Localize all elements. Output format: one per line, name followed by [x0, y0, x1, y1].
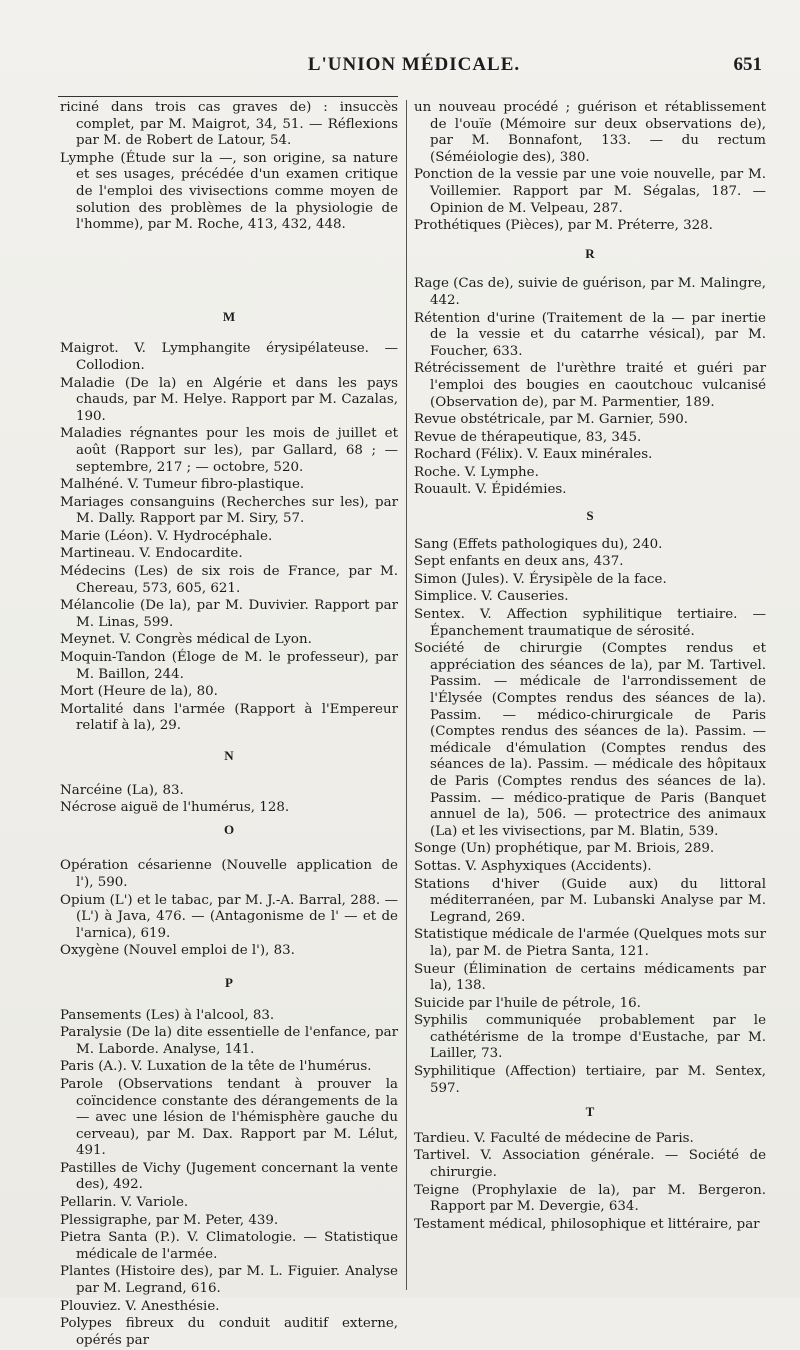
- index-entry: Société de chirurgie (Comptes rendus et appréciation des séances de la), par M. Tartivel. Passim. — médicale de l'arrondissement de l'Élysée (Comptes rendus des séances de la). Passim. — médico-chirurgicale de Paris (Comptes rendus des séances de la). Passim. — médicale d'émulation (Comptes rendus des séances de la). Passim. — médicale des hôpitaux de Paris (Comptes rendus des séances de la). Passim. — médico-pratique de Paris (Banquet annuel de la), 506. — protectrice des animaux (La) et les vivisections, par M. Blatin, 539.: [414, 641, 766, 839]
- section-letter-t: T: [585, 1104, 595, 1120]
- index-entry: Suicide par l'huile de pétrole, 16.: [414, 995, 641, 1011]
- index-entry: Plantes (Histoire des), par M. L. Figuier. Analyse par M. Legrand, 616.: [60, 1264, 398, 1297]
- index-entry: Pastilles de Vichy (Jugement concernant la vente des), 492.: [60, 1160, 398, 1193]
- index-entry: Songe (Un) prophétique, par M. Briois, 289.: [414, 841, 715, 857]
- index-entry: un nouveau procédé ; guérison et rétablissement de l'ouïe (Mémoire sur deux observations de), par M. Bonnafont, 133. — du rectum (Séméiologie des), 380.: [414, 100, 766, 165]
- index-entry: Revue obstétricale, par M. Garnier, 590.: [414, 412, 689, 428]
- index-entry: Syphilitique (Affection) tertiaire, par M. Sentex, 597.: [414, 1064, 766, 1096]
- page-number: 651: [733, 54, 762, 75]
- index-entry: Sentex. V. Affection syphilitique tertiaire. — Épanchement traumatique de sérosité.: [414, 607, 766, 639]
- index-entry: Polypes fibreux du conduit auditif externe, opérés par: [60, 1316, 398, 1348]
- running-header: [58, 54, 770, 80]
- index-entry: Plouviez. V. Anesthésie.: [60, 1298, 220, 1314]
- index-entry: Moquin-Tandon (Éloge de M. le professeur), par M. Baillon, 244.: [60, 650, 398, 682]
- index-entry: Revue de thérapeutique, 83, 345.: [414, 429, 642, 445]
- index-entry: Rétention d'urine (Traitement de la — par inertie de la vessie et du catarrhe vésical), par M. Foucher, 633.: [414, 310, 766, 359]
- index-entry: Simplice. V. Causeries.: [414, 589, 569, 605]
- index-entry: Prothétiques (Pièces), par M. Préterre, 328.: [414, 218, 713, 234]
- index-entry: Mélancolie (De la), par M. Duvivier. Rapport par M. Linas, 599.: [60, 598, 398, 630]
- index-entry: Meynet. V. Congrès médical de Lyon.: [60, 632, 312, 648]
- index-entry: Sueur (Élimination de certains médicaments par la), 138.: [414, 961, 766, 994]
- index-entry: Rouault. V. Épidémies.: [414, 482, 567, 498]
- index-entry: Médecins (Les) de six rois de France, par M. Chereau, 573, 605, 621.: [60, 564, 398, 596]
- index-entry: Narcéine (La), 83.: [60, 782, 184, 798]
- journal-title: L'UNION MÉDICALE.: [307, 54, 521, 75]
- index-entry: Martineau. V. Endocardite.: [60, 546, 243, 562]
- index-entry: Sept enfants en deux ans, 437.: [414, 554, 624, 570]
- index-entry: Oxygène (Nouvel emploi de l'), 83.: [60, 943, 295, 959]
- section-letter-o: O: [223, 821, 235, 837]
- right-column: [414, 100, 766, 1234]
- index-entry: Rochard (Félix). V. Eaux minérales.: [414, 447, 653, 463]
- index-entry: riciné dans trois cas graves de) : insuccès complet, par M. Maigrot, 34, 51. — Réflexions par M. de Robert de Latour, 54.: [60, 100, 398, 149]
- section-letter-p: P: [225, 974, 233, 990]
- index-entry: Maladie (De la) en Algérie et dans les pays chauds, par M. Helye. Rapport par M. Cazalas, 190.: [60, 375, 398, 424]
- index-entry: Maladies régnantes pour les mois de juillet et août (Rapport sur les), par Gallard, 68 ; — septembre, 217 ; — octobre, 520.: [60, 426, 398, 475]
- index-section-p: [60, 1008, 398, 1350]
- index-entry: Tardieu. V. Faculté de médecine de Paris.: [414, 1130, 694, 1146]
- index-section-l-continued: [60, 100, 398, 234]
- index-section-t: [414, 1131, 766, 1234]
- index-section-o: [60, 858, 398, 960]
- index-entry: Rétrécissement de l'urèthre traité et guéri par l'emploi des bougies en caoutchouc vulcanisé (Observation de), par M. Parmentier, 189.: [414, 361, 766, 410]
- index-entry: Mort (Heure de la), 80.: [60, 684, 218, 700]
- index-section-r: [414, 276, 766, 499]
- index-entry: Pietra Santa (P.). V. Climatologie. — Statistique médicale de l'armée.: [60, 1230, 398, 1262]
- index-entry: Nécrose aiguë de l'humérus, 128.: [60, 800, 290, 816]
- index-entry: Tartivel. V. Association générale. — Société de chirurgie.: [414, 1148, 766, 1181]
- index-entry: Simon (Jules). V. Érysipèle de la face.: [414, 571, 667, 587]
- index-entry: Syphilis communiquée probablement par le cathétérisme de la trompe d'Eustache, par M. Lailler, 73.: [414, 1013, 766, 1062]
- index-entry: Sang (Effets pathologiques du), 240.: [414, 536, 663, 552]
- index-entry: Mariages consanguins (Recherches sur les), par M. Dally. Rapport par M. Siry, 57.: [60, 494, 398, 527]
- index-entry: Mortalité dans l'armée (Rapport à l'Empereur relatif à la), 29.: [60, 701, 398, 734]
- index-entry: Pellarin. V. Variole.: [60, 1195, 189, 1211]
- header-rule: [58, 96, 398, 97]
- index-entry: Maigrot. V. Lymphangite érysipélateuse. — Collodion.: [60, 341, 398, 373]
- index-entry: Parole (Observations tendant à prouver la coïncidence constante des dérangements de la — avec une lésion de l'hémisphère gauche du cerveau), par M. Dax. Rapport par M. Lélut, 491.: [60, 1076, 398, 1159]
- index-entry: Rage (Cas de), suivie de guérison, par M. Malingre, 442.: [414, 276, 766, 308]
- section-letter-r: R: [585, 245, 595, 261]
- index-entry: Statistique médicale de l'armée (Quelques mots sur la), par M. de Pietra Santa, 121.: [414, 927, 766, 959]
- index-section-m: [60, 341, 398, 735]
- index-section-p-continued: [414, 100, 766, 235]
- index-entry: Ponction de la vessie par une voie nouvelle, par M. Voillemier. Rapport par M. Ségalas, 187. — Opinion de M. Velpeau, 287.: [414, 167, 766, 216]
- section-letter-m: M: [222, 308, 236, 324]
- index-entry: Lymphe (Étude sur la —, son origine, sa nature et ses usages, précédée d'un examen critique de l'emploi des vivisections comme moyen de solution des problèmes de la physiologie de l'homme), par M. Roche, 413, 432, 448.: [60, 150, 398, 233]
- index-section-n: [60, 783, 398, 817]
- index-entry: Paris (A.). V. Luxation de la tête de l'humérus.: [60, 1059, 372, 1075]
- column-divider: [406, 100, 407, 1290]
- index-entry: Teigne (Prophylaxie de la), par M. Bergeron. Rapport par M. Devergie, 634.: [414, 1182, 766, 1215]
- index-entry: Pansements (Les) à l'alcool, 83.: [60, 1007, 275, 1023]
- section-letter-n: N: [224, 748, 234, 763]
- index-entry: Opium (L') et le tabac, par M. J.-A. Barral, 288. — (L') à Java, 476. — (Antagonisme de l' — et de l'arnica), 619.: [60, 892, 398, 941]
- section-letter-s: S: [586, 508, 594, 524]
- index-entry: Marie (Léon). V. Hydrocéphale.: [60, 528, 273, 544]
- index-entry: Sottas. V. Asphyxiques (Accidents).: [414, 858, 652, 874]
- index-entry: Opération césarienne (Nouvelle application de l'), 590.: [60, 858, 398, 890]
- index-entry: Paralysie (De la) dite essentielle de l'enfance, par M. Laborde. Analyse, 141.: [60, 1025, 398, 1057]
- left-column: [60, 100, 398, 1350]
- index-entry: Plessigraphe, par M. Peter, 439.: [60, 1212, 279, 1228]
- index-entry: Stations d'hiver (Guide aux) du littoral méditerranéen, par M. Lubanski Analyse par M. Legrand, 269.: [414, 876, 766, 925]
- index-entry: Testament médical, philosophique et littéraire, par: [414, 1216, 760, 1232]
- index-entry: Roche. V. Lymphe.: [414, 464, 539, 480]
- index-entry: Malhéné. V. Tumeur fibro-plastique.: [60, 477, 305, 493]
- index-section-s: [414, 537, 766, 1098]
